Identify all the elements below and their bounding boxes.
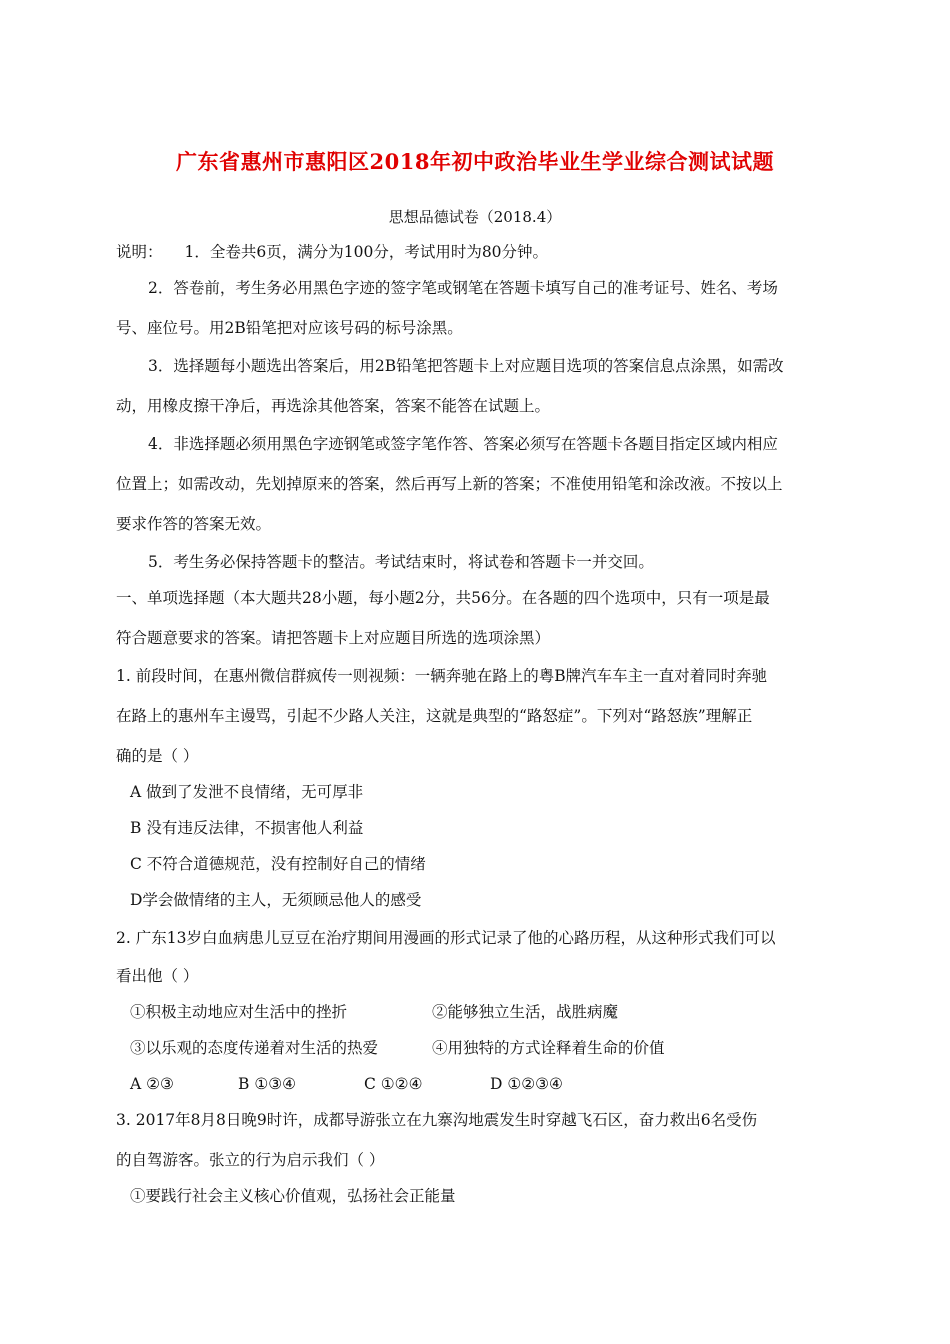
instruction-item-5: 5．考生务必保持答题卡的整洁。考试结束时，将试卷和答题卡一并交回。 (148, 553, 654, 571)
instruction-item-3b: 动，用橡皮擦干净后，再选涂其他答案，答案不能答在试题上。 (116, 397, 551, 415)
q2-stem-line-1: 2. 广东13岁白血病患儿豆豆在治疗期间用漫画的形式记录了他的心路历程，从这种形式我们可以 (116, 929, 776, 947)
instruction-item-2b: 号、座位号。用2B铅笔把对应该号码的标号涂黑。 (116, 319, 463, 337)
q1-stem-line-1: 1. 前段时间，在惠州微信群疯传一则视频：一辆奔驰在路上的粤B牌汽车车主一直对着同时奔驰 (116, 667, 768, 685)
q2-statement-1: ①积极主动地应对生活中的挫折 (130, 1003, 348, 1021)
instruction-item-4c: 要求作答的答案无效。 (116, 515, 272, 533)
q1-option-d: D学会做情绪的主人，无须顾忌他人的感受 (130, 891, 422, 909)
instruction-item-4b: 位置上；如需改动，先划掉原来的答案，然后再写上新的答案；不准使用铅笔和涂改液。不按以上 (116, 475, 783, 493)
q2-option-a: A ②③ (130, 1075, 174, 1093)
instruction-item-2a: 2．答卷前，考生务必用黑色字迹的签字笔或钢笔在答题卡填写自己的准考证号、姓名、考场 (148, 279, 778, 297)
instruction-item-3a: 3．选择题每小题选出答案后，用2B铅笔把答题卡上对应题目选项的答案信息点涂黑，如需改 (148, 357, 784, 375)
instruction-item-4a: 4．非选择题必须用黑色字迹钢笔或签字笔作答、答案必须写在答题卡各题目指定区域内相应 (148, 435, 778, 453)
q2-option-b: B ①③④ (238, 1075, 297, 1093)
exam-subtitle: 思想品德试卷（2018.4） (388, 208, 562, 226)
q1-option-a: A 做到了发泄不良情绪，无可厚非 (130, 783, 364, 801)
q1-stem-line-2: 在路上的惠州车主谩骂，引起不少路人关注，这就是典型的“路怒症”。下列对“路怒族”理解正 (116, 707, 753, 725)
instructions-label: 说明： (116, 243, 163, 261)
instructions-line-1 (116, 242, 548, 262)
q1-stem-line-3: 确的是（ ） (116, 747, 199, 765)
q3-stem-line-2: 的自驾游客。张立的行为启示我们（ ） (116, 1151, 385, 1169)
page-title: 广东省惠州市惠阳区2018年初中政治毕业生学业综合测试试题 (176, 149, 774, 174)
q2-statement-2: ②能够独立生活，战胜病魔 (432, 1003, 619, 1021)
q2-option-c: C ①②④ (364, 1075, 423, 1093)
q3-statement-1: ①要践行社会主义核心价值观，弘扬社会正能量 (130, 1187, 456, 1205)
q2-stem-line-2: 看出他（ ） (116, 967, 199, 985)
q2-option-d: D ①②③④ (490, 1075, 563, 1093)
q3-stem-line-1: 3. 2017年8月8日晚9时许，成都导游张立在九寨沟地震发生时穿越飞石区，奋力救出6名受伤 (116, 1111, 758, 1129)
q1-option-b: B 没有违反法律，不损害他人利益 (130, 819, 364, 837)
section-1-line-1: 一、单项选择题（本大题共28小题，每小题2分，共56分。在各题的四个选项中，只有一项是最 (116, 589, 770, 607)
q2-statement-4: ④用独特的方式诠释着生命的价值 (432, 1039, 665, 1057)
q1-option-c: C 不符合道德规范，没有控制好自己的情绪 (130, 855, 426, 873)
section-1-line-2: 符合题意要求的答案。请把答题卡上对应题目所选的选项涂黑） (116, 629, 551, 647)
instruction-item-1: 1．全卷共6页，满分为100分，考试用时为80分钟。 (184, 243, 549, 261)
q2-statement-3: ③以乐观的态度传递着对生活的热爱 (130, 1039, 379, 1057)
